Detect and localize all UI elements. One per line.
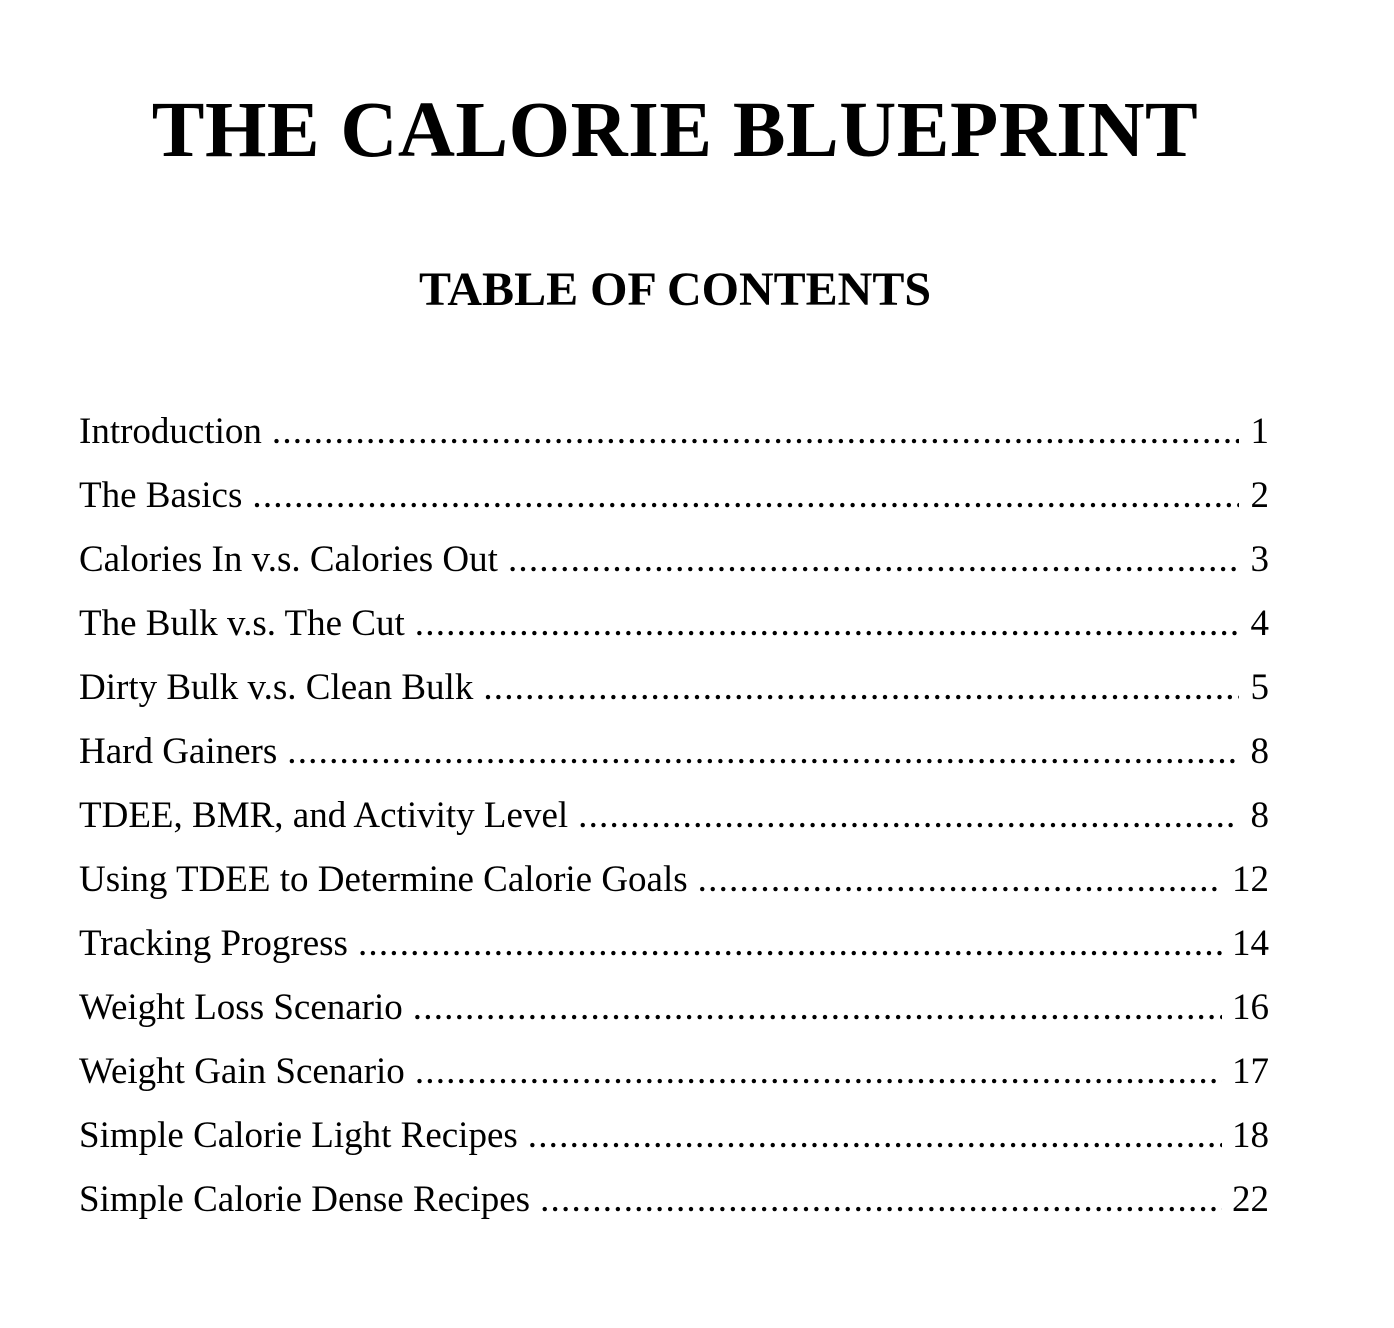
toc-dot-leader — [483, 656, 1239, 720]
toc-entry-page-number: 1 — [1250, 411, 1269, 452]
toc-entry-page-number: 5 — [1250, 667, 1269, 708]
toc-dot-leader — [578, 784, 1239, 848]
toc-dot-leader — [540, 1168, 1222, 1232]
toc-entry-using-tdee[interactable] — [79, 848, 1269, 912]
toc-dot-leader — [698, 848, 1222, 912]
toc-entry-label: The Basics — [79, 475, 243, 516]
toc-entry-calorie-dense-recipes[interactable] — [79, 1168, 1269, 1232]
toc-entry-page-number: 18 — [1232, 1115, 1269, 1156]
toc-dot-leader — [287, 720, 1239, 784]
toc-dot-leader — [252, 464, 1239, 528]
toc-entry-label: Tracking Progress — [79, 923, 348, 964]
toc-entry-label: Simple Calorie Dense Recipes — [79, 1179, 531, 1220]
toc-entry-page-number: 2 — [1250, 475, 1269, 516]
toc-entry-page-number: 16 — [1232, 987, 1269, 1028]
document-title: THE CALORIE BLUEPRINT — [151, 87, 1199, 174]
toc-entry-page-number: 22 — [1232, 1179, 1269, 1220]
toc-dot-leader — [358, 912, 1222, 976]
toc-entry-the-basics[interactable] — [79, 464, 1269, 528]
toc-dot-leader — [528, 1104, 1222, 1168]
toc-entry-hard-gainers[interactable] — [79, 720, 1269, 784]
toc-entry-weight-gain-scenario[interactable] — [79, 1040, 1269, 1104]
toc-dot-leader — [508, 528, 1239, 592]
toc-entry-calories-in-vs-out[interactable] — [79, 528, 1269, 592]
toc-entry-label: Calories In v.s. Calories Out — [79, 539, 498, 580]
toc-entry-label: The Bulk v.s. The Cut — [79, 603, 405, 644]
toc-entry-label: TDEE, BMR, and Activity Level — [79, 795, 569, 836]
toc-entry-tdee-bmr-activity[interactable] — [79, 784, 1269, 848]
toc-entry-label: Hard Gainers — [79, 731, 278, 772]
toc-dot-leader — [413, 976, 1222, 1040]
toc-entry-weight-loss-scenario[interactable] — [79, 976, 1269, 1040]
toc-entry-label: Using TDEE to Determine Calorie Goals — [79, 859, 688, 900]
toc-entry-page-number: 8 — [1250, 731, 1269, 772]
toc-entry-tracking-progress[interactable] — [79, 912, 1269, 976]
toc-entry-label: Dirty Bulk v.s. Clean Bulk — [79, 667, 474, 708]
toc-entry-dirty-vs-clean-bulk[interactable] — [79, 656, 1269, 720]
toc-dot-leader — [415, 1040, 1222, 1104]
toc-dot-leader — [272, 400, 1239, 464]
toc-entry-label: Simple Calorie Light Recipes — [79, 1115, 518, 1156]
toc-dot-leader — [415, 592, 1239, 656]
table-of-contents — [79, 400, 1269, 1232]
toc-entry-page-number: 17 — [1232, 1051, 1269, 1092]
toc-heading: TABLE OF CONTENTS — [418, 263, 932, 316]
toc-entry-label: Introduction — [79, 411, 262, 452]
toc-entry-page-number: 4 — [1250, 603, 1269, 644]
toc-entry-calorie-light-recipes[interactable] — [79, 1104, 1269, 1168]
toc-entry-page-number: 12 — [1232, 859, 1269, 900]
toc-entry-bulk-vs-cut[interactable] — [79, 592, 1269, 656]
toc-entry-introduction[interactable] — [79, 400, 1269, 464]
toc-entry-page-number: 3 — [1250, 539, 1269, 580]
toc-entry-page-number: 8 — [1250, 795, 1269, 836]
toc-entry-label: Weight Loss Scenario — [79, 987, 403, 1028]
toc-entry-label: Weight Gain Scenario — [79, 1051, 405, 1092]
toc-entry-page-number: 14 — [1232, 923, 1269, 964]
